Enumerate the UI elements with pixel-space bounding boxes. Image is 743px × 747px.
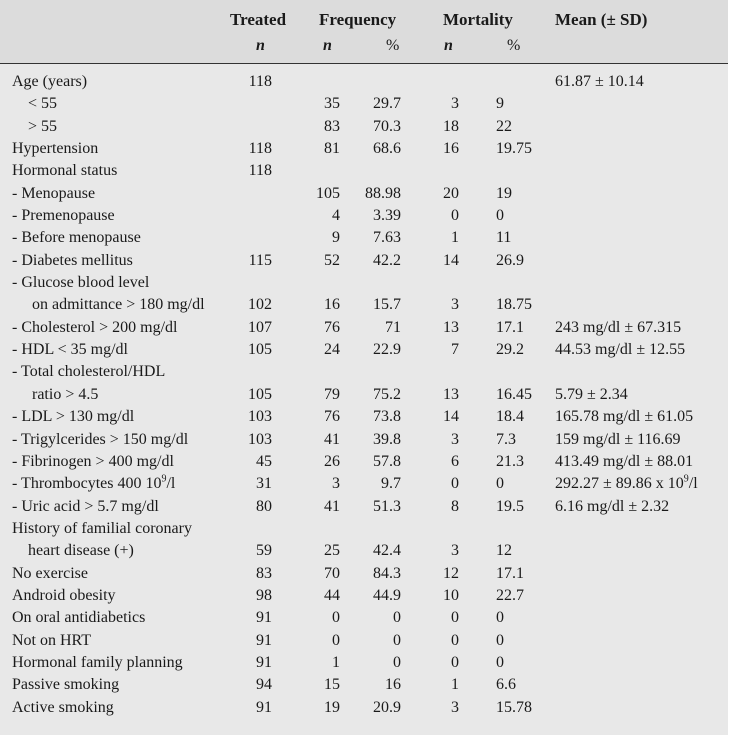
- cell-frequency-n: 4: [332, 207, 340, 225]
- cell-frequency-pct: 73.8: [373, 408, 401, 426]
- row-label: on admittance > 180 mg/dl: [32, 296, 205, 314]
- cell-mortality-pct: 9: [496, 95, 504, 113]
- row-label: - Glucose blood level: [12, 274, 150, 292]
- unit-suffix: /l: [688, 475, 698, 493]
- cell-frequency-pct: 84.3: [373, 564, 401, 582]
- cell-mortality-pct: 0: [496, 207, 504, 225]
- cell-mortality-n: 13: [443, 385, 459, 403]
- cell-mortality-pct: 0: [496, 609, 504, 627]
- cell-treated: 91: [256, 653, 272, 671]
- row-label: - HDL < 35 mg/dl: [12, 341, 128, 359]
- cell-frequency-n: 44: [324, 586, 340, 604]
- row-label: heart disease (+): [28, 542, 134, 560]
- cell-frequency-pct: 15.7: [373, 296, 401, 314]
- cell-frequency-pct: 0: [393, 653, 401, 671]
- row-label: - Before menopause: [12, 229, 141, 247]
- cell-frequency-n: 0: [332, 631, 340, 649]
- row-label: Age (years): [12, 73, 88, 90]
- cell-mortality-n: 0: [451, 609, 459, 627]
- cell-frequency-pct: 70.3: [373, 117, 401, 135]
- superscript-exponent: 9: [683, 473, 689, 485]
- row-label: Android obesity: [12, 586, 116, 604]
- cell-frequency-n: 16: [324, 296, 340, 314]
- cell-mean-sd: 165.78 mg/dl ± 61.05: [555, 408, 694, 426]
- cell-mortality-n: 18: [443, 117, 459, 135]
- cell-frequency-n: 52: [324, 251, 340, 269]
- table-row: [0, 630, 728, 652]
- cell-mortality-n: 3: [451, 95, 459, 113]
- cell-frequency-n: 3: [332, 475, 340, 493]
- cell-mortality-n: 0: [451, 631, 459, 649]
- cell-mortality-n: 14: [443, 408, 459, 426]
- cell-treated: 83: [256, 564, 272, 582]
- cell-mortality-n: 6: [451, 452, 459, 470]
- table-row: [0, 339, 728, 361]
- table-row: [0, 674, 728, 696]
- table-row: [0, 93, 728, 115]
- row-label: Hormonal family planning: [12, 653, 183, 671]
- row-label: Not on HRT: [12, 631, 92, 649]
- table-row: [0, 518, 728, 540]
- cell-frequency-n: 15: [324, 676, 340, 694]
- cell-treated: 118: [248, 73, 272, 90]
- cell-mortality-pct: 26.9: [496, 251, 524, 269]
- row-label: ratio > 4.5: [32, 385, 99, 403]
- cell-frequency-n: 79: [324, 385, 340, 403]
- cell-treated: 91: [256, 698, 272, 716]
- cell-mortality-pct: 19.75: [496, 140, 532, 158]
- cell-frequency-n: 76: [324, 408, 340, 426]
- row-label: History of familial coronary: [12, 519, 192, 537]
- cell-frequency-n: 41: [324, 497, 340, 515]
- table-row: [0, 585, 728, 607]
- cell-mortality-pct: 16.45: [496, 385, 532, 403]
- cell-mortality-n: 16: [443, 140, 459, 158]
- header-treated: Treated: [230, 10, 287, 29]
- cell-frequency-n: 76: [324, 318, 340, 336]
- row-label: > 55: [28, 117, 58, 135]
- subheader-mortality-pct: %: [507, 37, 521, 54]
- cell-mortality-pct: 19: [496, 184, 512, 202]
- cell-frequency-pct: 44.9: [373, 586, 401, 604]
- row-label: Hypertension: [12, 140, 99, 158]
- row-label: - Total cholesterol/HDL: [12, 363, 166, 381]
- cell-mortality-pct: 21.3: [496, 452, 524, 470]
- cell-frequency-pct: 88.98: [365, 184, 401, 202]
- cell-treated: 115: [248, 251, 272, 269]
- cell-treated: 45: [256, 452, 272, 470]
- cell-frequency-n: 26: [324, 452, 340, 470]
- table-row: [0, 384, 728, 406]
- cell-mortality-n: 12: [443, 564, 459, 582]
- cell-treated: 59: [256, 542, 272, 560]
- row-label: - Fibrinogen > 400 mg/dl: [12, 452, 174, 470]
- cell-mortality-n: 14: [443, 251, 459, 269]
- cell-mortality-pct: 12: [496, 542, 512, 560]
- row-label: - Premenopause: [12, 207, 115, 225]
- cell-frequency-pct: 16: [385, 676, 401, 694]
- cell-mortality-pct: 22: [496, 117, 512, 135]
- cell-mortality-pct: 15.78: [496, 698, 532, 716]
- cell-frequency-pct: 39.8: [373, 430, 401, 448]
- table-header: [0, 0, 728, 64]
- header-mean: Mean (± SD): [555, 10, 648, 29]
- cell-mortality-n: 0: [451, 475, 459, 493]
- cell-frequency-pct: 7.63: [373, 229, 401, 247]
- row-label: - Trigylcerides > 150 mg/dl: [12, 430, 189, 448]
- cell-treated: 118: [248, 140, 272, 158]
- cell-frequency-pct: 0: [393, 631, 401, 649]
- cell-treated: 118: [248, 162, 272, 180]
- cell-mortality-pct: 18.75: [496, 296, 532, 314]
- cell-mean-sd: 413.49 mg/dl ± 88.01: [555, 452, 694, 470]
- table-body: [0, 71, 728, 719]
- cell-mortality-pct: 11: [496, 229, 512, 247]
- cell-mean-sd: 243 mg/dl ± 67.315: [555, 318, 682, 336]
- cell-frequency-pct: 0: [393, 609, 401, 627]
- cell-mean-sd: 44.53 mg/dl ± 12.55: [555, 341, 686, 359]
- subheader-mortality-n: n: [444, 37, 453, 54]
- cell-treated: 103: [248, 430, 272, 448]
- cell-frequency-n: 0: [332, 609, 340, 627]
- subheader-treated-n: n: [256, 37, 265, 54]
- cell-mortality-n: 0: [451, 653, 459, 671]
- cell-frequency-n: 81: [324, 140, 340, 158]
- header-mortality: Mortality: [443, 10, 513, 29]
- cell-treated: 31: [256, 475, 272, 493]
- table-row: [0, 361, 728, 383]
- cell-frequency-pct: 3.39: [373, 207, 401, 225]
- cell-frequency-pct: 75.2: [373, 385, 401, 403]
- table-row: [0, 540, 728, 562]
- cell-treated: 98: [256, 586, 272, 604]
- table-row: [0, 697, 728, 719]
- cell-mortality-n: 8: [451, 497, 459, 515]
- table-row: [0, 451, 728, 473]
- cell-mortality-n: 10: [443, 586, 459, 604]
- cell-mean-sd: 5.79 ± 2.34: [555, 385, 628, 403]
- row-label: Hormonal status: [12, 162, 118, 180]
- table-row: [0, 317, 728, 339]
- cell-frequency-pct: 29.7: [373, 95, 401, 113]
- cell-mortality-pct: 7.3: [496, 430, 516, 448]
- cell-mortality-pct: 0: [496, 475, 504, 493]
- cell-treated: 80: [256, 497, 272, 515]
- cell-frequency-n: 83: [324, 117, 340, 135]
- cell-frequency-n: 9: [332, 229, 340, 247]
- row-label: - Uric acid > 5.7 mg/dl: [12, 497, 159, 515]
- table-row: [0, 227, 728, 249]
- cell-frequency-n: 24: [324, 341, 340, 359]
- cell-frequency-n: 70: [324, 564, 340, 582]
- row-label: No exercise: [12, 564, 88, 582]
- cell-frequency-n: 25: [324, 542, 340, 560]
- cell-mortality-n: 3: [451, 430, 459, 448]
- cell-mortality-n: 13: [443, 318, 459, 336]
- cell-frequency-n: 41: [324, 430, 340, 448]
- cell-mortality-pct: 19.5: [496, 497, 524, 515]
- unit-suffix: /l: [166, 475, 176, 493]
- row-label: - Thrombocytes 400 $10^9/l$: [12, 473, 176, 493]
- row-label: < 55: [28, 95, 58, 113]
- cell-mortality-n: 1: [451, 229, 459, 247]
- cell-frequency-pct: 22.9: [373, 341, 401, 359]
- cell-treated: 107: [248, 318, 272, 336]
- row-label: Active smoking: [12, 698, 114, 716]
- cell-mean-sd: 292.27 ± 89.86 x $10^9/l$: [555, 473, 698, 493]
- cell-mortality-n: 0: [451, 207, 459, 225]
- cell-mortality-n: 7: [451, 341, 459, 359]
- cell-frequency-pct: 57.8: [373, 452, 401, 470]
- cell-treated: 94: [256, 676, 272, 694]
- superscript-exponent: 9: [161, 473, 167, 485]
- cell-frequency-n: 1: [332, 653, 340, 671]
- cell-mortality-pct: 6.6: [496, 676, 516, 694]
- row-label: - Menopause: [12, 184, 96, 202]
- table-row: [0, 652, 728, 674]
- cell-mortality-n: 20: [443, 184, 459, 202]
- table-row: [0, 116, 728, 138]
- table-row: [0, 429, 728, 451]
- cell-mortality-n: 3: [451, 296, 459, 314]
- cell-treated: 105: [248, 385, 272, 403]
- cell-frequency-pct: 42.4: [373, 542, 401, 560]
- cell-mortality-pct: 18.4: [496, 408, 524, 426]
- cell-frequency-pct: 20.9: [373, 698, 401, 716]
- cell-mortality-pct: 0: [496, 653, 504, 671]
- cell-treated: 91: [256, 631, 272, 649]
- row-label: On oral antidiabetics: [12, 609, 146, 627]
- cell-frequency-pct: 9.7: [381, 475, 401, 493]
- cell-mortality-pct: 0: [496, 631, 504, 649]
- subheader-frequency-n: n: [323, 37, 332, 54]
- table-row: [0, 272, 728, 294]
- table-row: [0, 205, 728, 227]
- row-label: Passive smoking: [12, 676, 120, 694]
- cell-mortality-pct: 29.2: [496, 341, 524, 359]
- table-row: [0, 406, 728, 428]
- row-label: - Diabetes mellitus: [12, 251, 133, 269]
- cell-mean-sd: 6.16 mg/dl ± 2.32: [555, 497, 670, 515]
- cell-mortality-n: 3: [451, 698, 459, 716]
- table-row: [0, 563, 728, 585]
- row-label: - Cholesterol > 200 mg/dl: [12, 318, 178, 336]
- table-row: [0, 607, 728, 629]
- cell-treated: 102: [248, 296, 272, 314]
- cell-mortality-n: 1: [451, 676, 459, 694]
- cell-treated: 91: [256, 609, 272, 627]
- header-frequency: Frequency: [319, 10, 397, 29]
- table-row: [0, 294, 728, 316]
- cell-frequency-pct: 51.3: [373, 497, 401, 515]
- cell-frequency-n: 35: [324, 95, 340, 113]
- table-row: [0, 496, 728, 518]
- cell-treated: 105: [248, 341, 272, 359]
- table-row: [0, 183, 728, 205]
- cell-mortality-pct: 17.1: [496, 564, 524, 582]
- cell-frequency-pct: 71: [385, 318, 401, 336]
- table-row: [0, 160, 728, 182]
- cell-frequency-pct: 68.6: [373, 140, 401, 158]
- cell-mortality-pct: 17.1: [496, 318, 524, 336]
- table-row: [0, 71, 728, 93]
- cell-mortality-pct: 22.7: [496, 586, 524, 604]
- cell-mean-sd: 159 mg/dl ± 116.69: [555, 430, 681, 448]
- cell-frequency-n: 105: [316, 184, 340, 202]
- table-row: [0, 473, 728, 495]
- table-row: [0, 250, 728, 272]
- cell-mortality-n: 3: [451, 542, 459, 560]
- cell-frequency-pct: 42.2: [373, 251, 401, 269]
- row-label: - LDL > 130 mg/dl: [12, 408, 135, 426]
- subheader-frequency-pct: %: [386, 37, 400, 54]
- cell-frequency-n: 19: [324, 698, 340, 716]
- table-row: [0, 138, 728, 160]
- cell-mean-sd: 61.87 ± 10.14: [555, 73, 644, 90]
- cell-treated: 103: [248, 408, 272, 426]
